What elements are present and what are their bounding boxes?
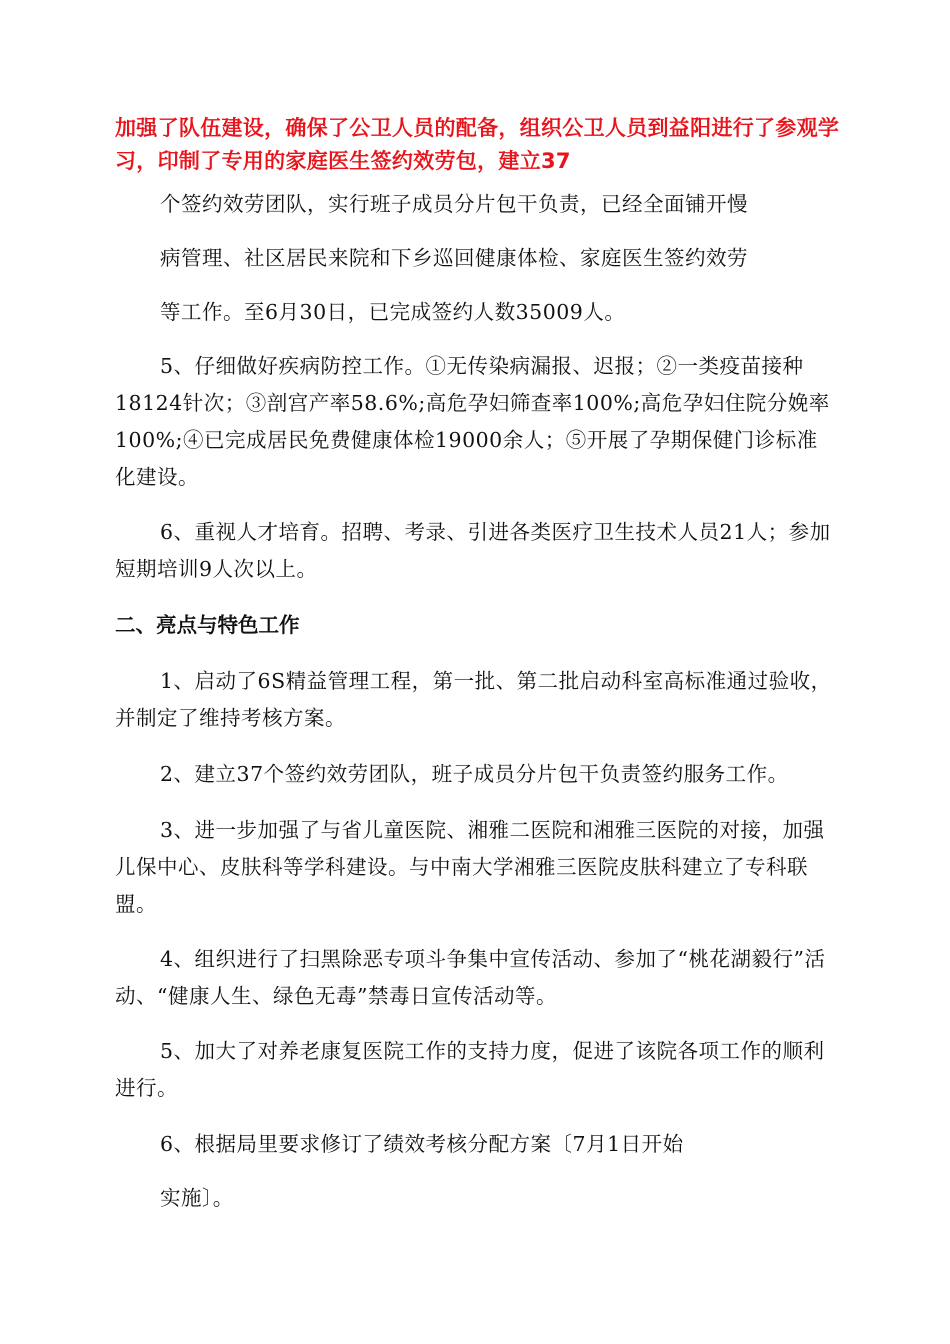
highlight-item-3: 3、进一步加强了与省儿童医院、湘雅二医院和湘雅三医院的对接，加强儿保中心、皮肤科等学科建设。与中南大学湘雅三医院皮肤科建立了专科联盟。 bbox=[115, 818, 825, 916]
continuation-line-1: 个签约效劳团队，实行班子成员分片包干负责，已经全面铺开慢 bbox=[160, 192, 748, 216]
section-heading: 二、亮点与特色工作 bbox=[115, 613, 300, 637]
red-highlight-paragraph: 加强了队伍建设，确保了公卫人员的配备，组织公卫人员到益阳进行了参观学习，印制了专用的家庭医生签约效劳包，建立37 bbox=[115, 116, 840, 173]
highlight-item-1: 1、启动了6S精益管理工程，第一批、第二批启动科室高标准通过验收，并制定了维持考核方案。 bbox=[115, 669, 832, 730]
highlight-item-2: 2、建立37个签约效劳团队，班子成员分片包干负责签约服务工作。 bbox=[160, 762, 789, 786]
continuation-line-2: 病管理、社区居民来院和下乡巡回健康体检、家庭医生签约效劳 bbox=[160, 246, 748, 270]
item-5-paragraph: 5、仔细做好疾病防控工作。①无传染病漏报、迟报；②一类疫苗接种18124针次；③剖宫产率58.6%;高危孕妇筛查率100%;高危孕妇住院分娩率100%;④已完成居民免费健康体检19000余人；⑤开展了孕期保健门诊标准化建设。 bbox=[115, 354, 830, 489]
highlight-item-4: 4、组织进行了扫黑除恶专项斗争集中宣传活动、参加了“桃花湖毅行”活动、“健康人生、绿色无毒”禁毒日宣传活动等。 bbox=[115, 947, 826, 1008]
last-item-line-2: 实施〕。 bbox=[160, 1186, 234, 1210]
highlight-item-5: 5、加大了对养老康复医院工作的支持力度，促进了该院各项工作的顺利进行。 bbox=[115, 1039, 825, 1100]
item-6-paragraph: 6、重视人才培育。招聘、考录、引进各类医疗卫生技术人员21人；参加短期培训9人次以上。 bbox=[115, 520, 831, 581]
last-item-line-1: 6、根据局里要求修订了绩效考核分配方案〔7月1日开始 bbox=[160, 1132, 684, 1156]
continuation-line-3: 等工作。至6月30日，已完成签约人数35009人。 bbox=[160, 300, 626, 324]
